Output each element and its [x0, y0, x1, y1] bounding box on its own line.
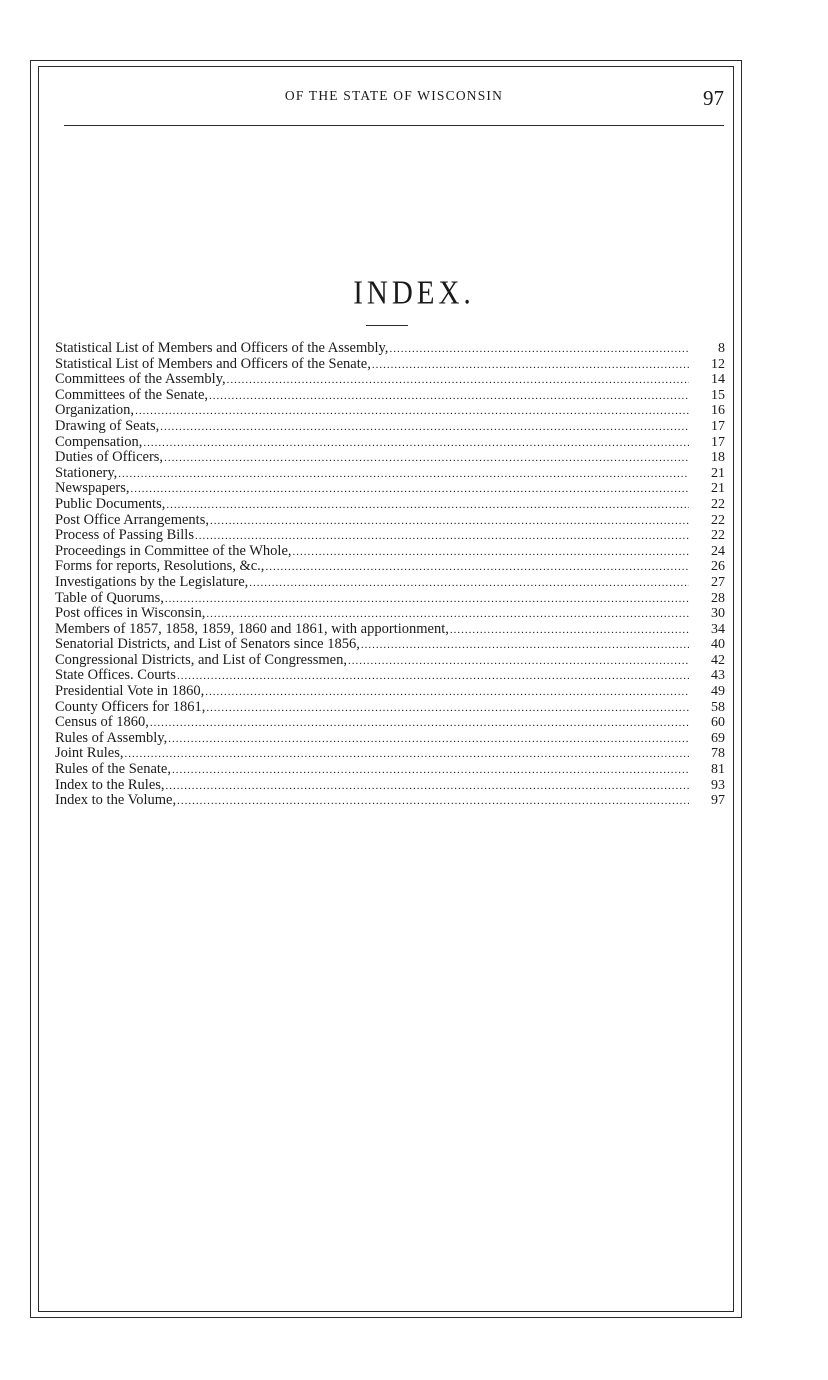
index-entry [55, 700, 725, 716]
entry-title: Proceedings in Committee of the Whole, [55, 542, 292, 559]
entry-title: Committees of the Assembly, [55, 371, 226, 388]
index-entry [55, 357, 725, 373]
index-entry [55, 403, 725, 419]
index-entry [55, 419, 725, 435]
index-heading: INDEX. [353, 274, 475, 312]
index-entry [55, 762, 725, 778]
dot-leader [168, 732, 689, 748]
dot-leader [166, 779, 689, 795]
entry-title: Senatorial Districts, and List of Senators since 1856, [55, 636, 360, 653]
index-entry [55, 793, 725, 809]
dot-leader [210, 514, 689, 530]
entry-page-number: 22 [711, 512, 725, 528]
entry-page-number: 58 [711, 699, 725, 715]
entry-page-number: 34 [711, 621, 725, 637]
entry-title: Statistical List of Members and Officers of the Assembly, [55, 340, 389, 356]
entry-title: Presidential Vote in 1860, [55, 683, 205, 700]
running-head [64, 86, 724, 110]
index-entries [55, 341, 725, 809]
dot-leader [143, 436, 689, 452]
entry-title: Committees of the Senate, [55, 386, 209, 403]
entry-page-number: 49 [711, 684, 725, 700]
dot-leader [206, 701, 689, 717]
entry-title: Members of 1857, 1858, 1859, 1860 and 1861, with apportionment, [55, 620, 449, 637]
entry-title: Post offices in Wisconsin, [55, 605, 206, 622]
dot-leader [135, 404, 689, 420]
index-entry [55, 544, 725, 560]
entry-page-number: 22 [711, 496, 725, 512]
index-entry [55, 715, 725, 731]
index-entry [55, 653, 725, 669]
index-entry [55, 435, 725, 451]
index-entry [55, 497, 725, 513]
index-entry [55, 450, 725, 466]
index-entry [55, 731, 725, 747]
index-entry [55, 513, 725, 529]
dot-leader [372, 358, 689, 374]
entry-title: Public Documents, [55, 495, 166, 512]
entry-page-number: 30 [711, 606, 725, 622]
entry-page-number: 24 [711, 543, 725, 559]
entry-title: Census of 1860, [55, 714, 149, 731]
index-entry [55, 481, 725, 497]
entry-title: Drawing of Seats, [55, 417, 160, 434]
dot-leader [165, 592, 689, 608]
index-entry [55, 684, 725, 700]
entry-title: Index to the Rules, [55, 776, 165, 793]
entry-page-number: 21 [711, 465, 725, 481]
entry-title: County Officers for 1861, [55, 698, 206, 715]
dot-leader [131, 482, 690, 498]
dot-leader [450, 623, 689, 639]
dot-leader [361, 638, 689, 654]
dot-leader [160, 420, 689, 436]
entry-title: Compensation, [55, 433, 143, 450]
dot-leader [172, 763, 689, 779]
dot-leader [348, 654, 689, 670]
index-entry [55, 622, 725, 638]
entry-page-number: 69 [711, 730, 725, 746]
dot-leader [166, 498, 689, 514]
index-entry [55, 528, 725, 544]
entry-title: Table of Quorums, [55, 589, 164, 606]
index-entry [55, 778, 725, 794]
entry-page-number: 28 [711, 590, 725, 606]
dot-leader [164, 451, 689, 467]
index-entry [55, 341, 725, 357]
entry-page-number: 27 [711, 574, 725, 590]
entry-page-number: 78 [711, 746, 725, 762]
running-title: OF THE STATE OF WISCONSIN [284, 88, 504, 103]
index-entry [55, 637, 725, 653]
entry-page-number: 12 [711, 356, 725, 372]
dot-leader [177, 794, 689, 810]
dot-leader [389, 342, 689, 358]
entry-title: Newspapers, [55, 480, 130, 497]
entry-page-number: 40 [711, 637, 725, 653]
entry-page-number: 21 [711, 481, 725, 497]
header-rule [64, 125, 724, 126]
dot-leader [293, 545, 689, 561]
dot-leader [205, 685, 689, 701]
entry-title: Joint Rules, [55, 745, 124, 762]
entry-page-number: 15 [711, 387, 725, 403]
dot-leader [118, 467, 689, 483]
heading-rule [366, 325, 408, 326]
entry-page-number: 17 [711, 434, 725, 450]
entry-page-number: 42 [711, 652, 725, 668]
entry-title: State Offices. Courts [55, 667, 176, 684]
dot-leader [177, 669, 689, 685]
entry-page-number: 22 [711, 528, 725, 544]
entry-title: Rules of Assembly, [55, 729, 168, 746]
entry-page-number: 17 [711, 418, 725, 434]
dot-leader [249, 576, 689, 592]
entry-title: Statistical List of Members and Officers of the Senate, [55, 355, 371, 372]
entry-title: Congressional Districts, and List of Congressmen, [55, 651, 347, 668]
entry-page-number: 81 [711, 762, 725, 778]
entry-page-number: 18 [711, 450, 725, 466]
dot-leader [209, 389, 689, 405]
entry-title: Duties of Officers, [55, 449, 164, 466]
entry-page-number: 60 [711, 715, 725, 731]
index-entry [55, 746, 725, 762]
entry-title: Organization, [55, 402, 135, 419]
entry-title: Post Office Arrangements, [55, 511, 209, 528]
dot-leader [227, 373, 689, 389]
entry-page-number: 16 [711, 403, 725, 419]
dot-leader [124, 747, 689, 763]
index-entry [55, 372, 725, 388]
index-entry [55, 559, 725, 575]
index-entry [55, 575, 725, 591]
entry-page-number: 26 [711, 559, 725, 575]
entry-title: Process of Passing Bills [55, 527, 194, 544]
entry-page-number: 8 [718, 341, 725, 356]
entry-title: Stationery, [55, 464, 118, 481]
index-entry [55, 606, 725, 622]
entry-page-number: 14 [711, 372, 725, 388]
entry-title: Forms for reports, Resolutions, &c., [55, 558, 265, 575]
page-number: 97 [703, 86, 724, 110]
entry-title: Index to the Volume, [55, 792, 177, 809]
index-entry [55, 668, 725, 684]
index-entry [55, 388, 725, 404]
entry-page-number: 97 [711, 793, 725, 809]
entry-title: Investigations by the Legislature, [55, 573, 249, 590]
entry-page-number: 43 [711, 668, 725, 684]
entry-title: Rules of the Senate, [55, 761, 171, 778]
dot-leader [150, 716, 689, 732]
dot-leader [265, 560, 689, 576]
index-entry [55, 466, 725, 482]
entry-page-number: 93 [711, 777, 725, 793]
index-entry [55, 591, 725, 607]
